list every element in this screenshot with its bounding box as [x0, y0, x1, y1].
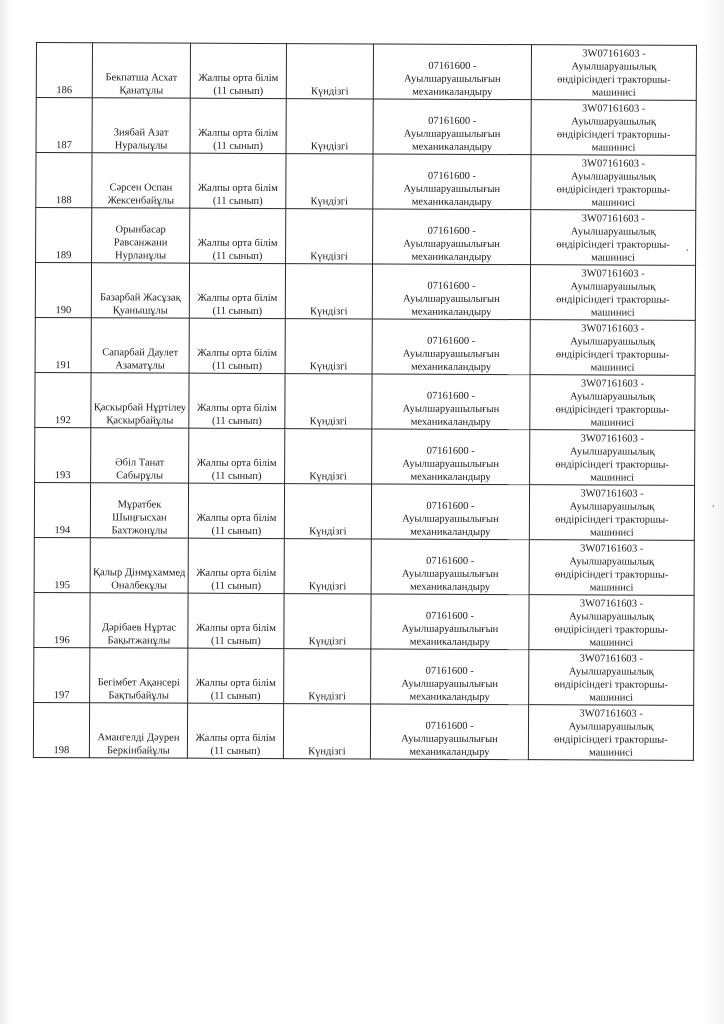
education-level-line: Жалпы орта білім [196, 457, 277, 470]
specialty [371, 484, 529, 540]
qualification-line: өндірісіндегі тракторшы- [555, 349, 670, 361]
specialty-line: механикаландыру [410, 416, 491, 428]
qualification [530, 265, 695, 321]
specialty-line: Ауылшаруашылығын [402, 403, 500, 416]
qualification-line: өндірісіндегі тракторшы- [556, 294, 670, 306]
education-level [190, 43, 286, 98]
education-level-line: (11 сынып) [211, 580, 262, 592]
specialty [373, 209, 531, 265]
table-row [34, 537, 694, 595]
table-row [36, 208, 696, 266]
qualification-line: 3W07161603 - [580, 543, 644, 555]
table-row [35, 317, 695, 375]
student-roster [33, 42, 696, 761]
row-number-text: 198 [53, 745, 70, 757]
row-number [36, 98, 92, 153]
specialty-line: 07161600 - [427, 170, 477, 182]
row-number [34, 482, 90, 537]
qualification [529, 485, 694, 541]
study-form-text: Күндізгі [310, 196, 349, 208]
study-form-text: Күндізгі [310, 141, 349, 153]
specialty-line: Ауылшаруашылығын [401, 568, 499, 581]
row-number-text: 191 [55, 360, 71, 372]
qualification-line: 3W07161603 - [579, 598, 644, 610]
table-row [35, 372, 695, 430]
education-level [189, 318, 285, 373]
education-level-line: (11 сынып) [210, 635, 261, 647]
specialty-line: механикаландыру [410, 526, 491, 538]
qualification-line: өндірісіндегі тракторшы- [556, 184, 671, 196]
student-name-line: Нуралыұлы [114, 140, 168, 152]
qualification-line: өндірісіндегі тракторшы- [555, 459, 669, 471]
student-name-line: Мұратбек [117, 499, 162, 511]
qualification-line: 3W07161603 - [581, 213, 645, 225]
education-level-line: Жалпы орта білім [195, 732, 276, 745]
qualification-line: машинисі [588, 747, 633, 759]
qualification-line: машинисі [589, 582, 634, 594]
student-name-line: Жексенбайұлы [107, 195, 175, 207]
qualification [531, 155, 696, 211]
qualification-line: Ауылшаруашылық [568, 666, 654, 678]
row-number [34, 647, 90, 702]
specialty [372, 319, 530, 375]
specialty-line: Ауылшаруашылығын [402, 513, 499, 526]
row-number-text: 189 [55, 250, 72, 262]
education-level-line: Жалпы орта білім [197, 237, 278, 250]
row-number-text: 193 [54, 470, 71, 482]
student-name-line: Сабырұлы [116, 470, 164, 482]
study-form-text: Күндізгі [309, 526, 347, 538]
qualification-line: 3W07161603 - [581, 158, 646, 170]
student-name-line: Сапарбай Даулет [102, 347, 179, 359]
qualification-line: 3W07161603 - [579, 708, 643, 720]
specialty [371, 539, 529, 595]
study-form [285, 374, 372, 429]
qualification-line: машинисі [590, 362, 635, 374]
qualification-line: машинисі [589, 637, 634, 649]
specialty [371, 649, 529, 705]
row-number-text: 197 [53, 690, 70, 702]
study-form [284, 649, 371, 704]
specialty-line: Ауылшаруашылығын [401, 678, 499, 691]
specialty-line: Ауылшаруашылығын [403, 73, 501, 86]
student-name [92, 98, 190, 153]
qualification-line: машинисі [590, 472, 635, 484]
education-level-line: (11 сынып) [211, 525, 262, 537]
student-name [92, 43, 190, 98]
education-level-line: Жалпы орта білім [198, 72, 279, 85]
study-form-text: Күндізгі [310, 86, 349, 98]
specialty-line: 07161600 - [426, 555, 475, 567]
row-number [36, 208, 92, 263]
qualification-line: Ауылшаруашылық [570, 336, 656, 348]
education-level-line: Жалпы орта білім [195, 677, 276, 690]
qualification-line: Ауылшаруашылық [569, 501, 655, 513]
student-name-line: Оналбекұлы [111, 580, 168, 592]
study-form-text: Күндізгі [310, 251, 348, 263]
student-name-line: Шыңғысхан [112, 512, 167, 524]
row-number-text: 195 [54, 580, 71, 592]
row-number-text: 196 [53, 635, 70, 647]
education-level [189, 428, 285, 483]
specialty-line: механикаландыру [411, 196, 492, 208]
qualification-line: машинисі [591, 142, 636, 154]
study-form [285, 429, 372, 484]
specialty-line: 07161600 - [425, 665, 474, 677]
table-row [34, 592, 694, 650]
specialty [370, 704, 528, 760]
student-name [90, 483, 188, 538]
student-name-line: Амангелді Дәурен [97, 732, 180, 744]
study-form-text: Күндізгі [308, 691, 346, 703]
specialty-line: Ауылшаруашылығын [402, 348, 500, 361]
qualification-line: 3W07161603 - [580, 433, 644, 445]
specialty-line: механикаландыру [410, 581, 491, 593]
qualification-line: 3W07161603 - [579, 653, 643, 665]
specialty [372, 264, 530, 320]
roster-table [33, 42, 697, 761]
table-row [36, 43, 696, 101]
study-form [283, 704, 370, 759]
qualification-line: машинисі [589, 527, 634, 539]
student-name-line: Бақтыбайұлы [108, 690, 169, 702]
study-form-text: Күндізгі [309, 471, 347, 483]
specialty [372, 374, 530, 430]
student-name-line: Әбіл Танат [115, 457, 165, 469]
student-name-line: Орынбасар [115, 224, 166, 236]
education-level-line: Жалпы орта білім [196, 567, 277, 580]
study-form-text: Күндізгі [310, 306, 348, 318]
row-number [34, 537, 90, 592]
qualification-line: машинисі [589, 692, 634, 704]
specialty-line: механикаландыру [410, 361, 492, 373]
education-level-line: Жалпы орта білім [197, 182, 278, 195]
specialty-line: 07161600 - [428, 60, 477, 72]
education-level-line: Жалпы орта білім [196, 402, 277, 415]
student-name-line: Бекпатша Асхат [105, 72, 178, 84]
education-level-line: (11 сынып) [211, 470, 262, 482]
education-level-line: (11 сынып) [210, 745, 261, 757]
scan-speck: , [686, 242, 689, 253]
qualification-line: өндірісіндегі тракторшы- [554, 569, 669, 581]
student-name [90, 648, 188, 703]
student-name-line: Қуанышұлы [112, 305, 168, 317]
qualification-line: өндірісіндегі тракторшы- [555, 404, 670, 416]
qualification-line: 3W07161603 - [580, 378, 645, 390]
qualification-line: 3W07161603 - [581, 268, 645, 280]
specialty-line: Ауылшаруашылығын [403, 183, 501, 196]
education-level-line: (11 сынып) [210, 690, 261, 702]
student-name [91, 263, 189, 318]
qualification-line: машинисі [591, 197, 636, 209]
qualification-line: Ауылшаруашылық [569, 611, 654, 623]
qualification-line: машинисі [591, 252, 635, 264]
education-level [190, 208, 286, 263]
education-level-line: (11 сынып) [211, 415, 262, 427]
qualification-line: Ауылшаруашылық [570, 281, 656, 293]
row-number-text: 188 [55, 195, 72, 207]
student-name-line: Дәрібаев Нұртас [101, 622, 177, 634]
qualification-line: машинисі [590, 307, 635, 319]
qualification-line: Ауылшаруашылық [569, 446, 655, 458]
specialty-line: Ауылшаруашылығын [403, 238, 500, 251]
qualification-line: машинисі [591, 87, 636, 99]
specialty-line: механикаландыру [411, 306, 492, 318]
specialty-line: Ауылшаруашылығын [403, 128, 501, 141]
row-number [34, 592, 90, 647]
qualification [531, 210, 696, 266]
specialty-line: 07161600 - [427, 335, 476, 347]
education-level-line: Жалпы орта білім [197, 292, 278, 305]
qualification [530, 375, 695, 431]
specialty-line: механикаландыру [409, 636, 490, 648]
study-form-text: Күндізгі [309, 361, 348, 373]
specialty-line: 07161600 - [426, 445, 475, 457]
student-name [92, 153, 190, 208]
qualification-line: Ауылшаруашылық [569, 556, 655, 568]
specialty-line: Ауылшаруашылығын [402, 458, 500, 471]
specialty [373, 154, 531, 210]
qualification [529, 595, 694, 651]
student-name-line: Қанатұлы [119, 85, 164, 97]
specialty-line: Ауылшаруашылығын [403, 293, 500, 306]
qualification [530, 320, 695, 376]
qualification-line: өндірісіндегі тракторшы- [557, 74, 671, 86]
specialty-line: механикаландыру [409, 691, 490, 703]
qualification [529, 650, 694, 706]
row-number-text: 187 [56, 140, 72, 152]
qualification-line: өндірісіндегі тракторшы- [555, 514, 669, 526]
row-number-text: 186 [56, 85, 73, 97]
roster-body [33, 43, 696, 761]
student-name [91, 318, 189, 373]
study-form [285, 319, 372, 374]
student-name-line: Сәрсен Оспан [109, 182, 173, 194]
student-name [92, 208, 190, 263]
education-level [187, 703, 283, 758]
table-row [33, 702, 693, 760]
specialty-line: механикаландыру [410, 471, 491, 483]
study-form [284, 594, 371, 649]
row-number-text: 190 [55, 305, 72, 317]
row-number [36, 153, 92, 208]
table-row [35, 427, 695, 485]
scan-speck: , [712, 498, 715, 509]
row-number [35, 427, 91, 482]
student-name-line: Бахтжонұлы [111, 525, 168, 537]
education-level [188, 538, 284, 593]
education-level-line: (11 сынып) [212, 195, 263, 207]
student-name-line: Қаскырбайұлы [106, 415, 174, 427]
specialty-line: 07161600 - [427, 280, 476, 292]
row-number [36, 43, 92, 98]
specialty-line: механикаландыру [409, 746, 490, 758]
education-level-line: (11 сынып) [212, 250, 263, 262]
specialty-line: механикаландыру [412, 86, 493, 98]
specialty-line: механикаландыру [411, 251, 492, 263]
student-name-line: Азаматұлы [115, 360, 165, 372]
education-level [188, 593, 284, 648]
specialty-line: 07161600 - [425, 720, 474, 732]
row-number-text: 194 [54, 525, 71, 537]
table-row [35, 263, 695, 321]
study-form [284, 484, 371, 539]
qualification-line: Ауылшаруашылық [571, 171, 656, 183]
specialty-line: 07161600 - [426, 390, 476, 402]
specialty-line: Ауылшаруашылығын [401, 733, 498, 746]
education-level [190, 153, 286, 208]
student-name [91, 428, 189, 483]
study-form-text: Күндізгі [309, 416, 348, 428]
study-form-text: Күндізгі [308, 746, 346, 758]
education-level [188, 648, 284, 703]
qualification-line: өндірісіндегі тракторшы- [554, 624, 669, 636]
study-form [286, 209, 373, 264]
study-form-text: Күндізгі [308, 581, 347, 593]
education-level [190, 98, 286, 153]
study-form-text: Күндізгі [308, 636, 347, 648]
specialty [373, 99, 531, 155]
student-name-line: Равсанжани [113, 237, 168, 249]
specialty-line: 07161600 - [427, 225, 476, 237]
qualification-line: машинисі [590, 417, 635, 429]
specialty [372, 429, 530, 485]
study-form [285, 264, 372, 319]
education-level-line: (11 сынып) [213, 85, 264, 97]
qualification-line: 3W07161603 - [580, 488, 644, 500]
specialty-line: 07161600 - [428, 115, 477, 127]
student-name [91, 373, 189, 428]
student-name-line: Бақытжанұлы [107, 635, 171, 647]
student-name [90, 538, 188, 593]
specialty-line: механикаландыру [411, 141, 493, 153]
qualification-line: өндірісіндегі тракторшы- [554, 734, 668, 746]
education-level-line: (11 сынып) [212, 305, 263, 317]
qualification-line: 3W07161603 - [582, 103, 646, 115]
row-number [35, 372, 91, 427]
qualification-line: өндірісіндегі тракторшы- [554, 679, 668, 691]
table-row [36, 153, 696, 211]
study-form [286, 44, 373, 99]
student-name-line: Базарбай Жасұзақ [100, 292, 181, 304]
qualification [531, 45, 696, 101]
qualification-line: 3W07161603 - [581, 323, 645, 335]
qualification-line: өндірісіндегі тракторшы- [556, 239, 670, 251]
education-level-line: Жалпы орта білім [197, 347, 278, 360]
study-form [284, 539, 371, 594]
row-number [33, 702, 89, 757]
table-row [34, 647, 694, 705]
qualification [528, 705, 693, 761]
student-name [89, 703, 187, 758]
qualification-line: Ауылшаруашылық [570, 391, 655, 403]
education-level [189, 373, 285, 428]
student-name-line: Нурланұлы [115, 250, 167, 262]
table-row [36, 98, 696, 156]
row-number [35, 263, 91, 318]
row-number-text: 192 [54, 415, 71, 427]
specialty-line: Ауылшаруашылығын [401, 623, 499, 636]
table-row [34, 482, 694, 540]
education-level [189, 263, 285, 318]
study-form [286, 99, 373, 154]
specialty-line: 07161600 - [425, 610, 475, 622]
qualification-line: Ауылшаруашылық [568, 721, 654, 733]
education-level [188, 483, 284, 538]
qualification [531, 100, 696, 156]
education-level-line: (11 сынып) [212, 360, 262, 372]
student-name [90, 593, 188, 648]
education-level-line: Жалпы орта білім [198, 127, 279, 140]
student-name-line: Қалыр Дінмұхаммед [92, 567, 186, 579]
qualification-line: Ауылшаруашылық [571, 61, 657, 73]
education-level-line: Жалпы орта білім [196, 512, 277, 525]
student-name-line: Беркінбайұлы [107, 745, 170, 757]
row-number [35, 317, 91, 372]
specialty-line: 07161600 - [426, 500, 475, 512]
education-level-line: (11 сынып) [213, 140, 263, 152]
specialty [371, 594, 529, 650]
qualification [530, 430, 695, 486]
student-name-line: Қаскырбай Нұртілеу [93, 402, 187, 414]
study-form [286, 154, 373, 209]
qualification-line: Ауылшаруашылық [570, 226, 656, 238]
qualification-line: өндірісіндегі тракторшы- [556, 129, 671, 141]
student-name-line: Бегімбет Ақансері [97, 677, 180, 689]
qualification-line: Ауылшаруашылық [571, 116, 657, 128]
qualification [529, 540, 694, 596]
student-name-line: Зиябай Азат [113, 127, 169, 139]
qualification-line: 3W07161603 - [582, 48, 646, 60]
specialty [373, 44, 531, 100]
education-level-line: Жалпы орта білім [195, 622, 276, 635]
